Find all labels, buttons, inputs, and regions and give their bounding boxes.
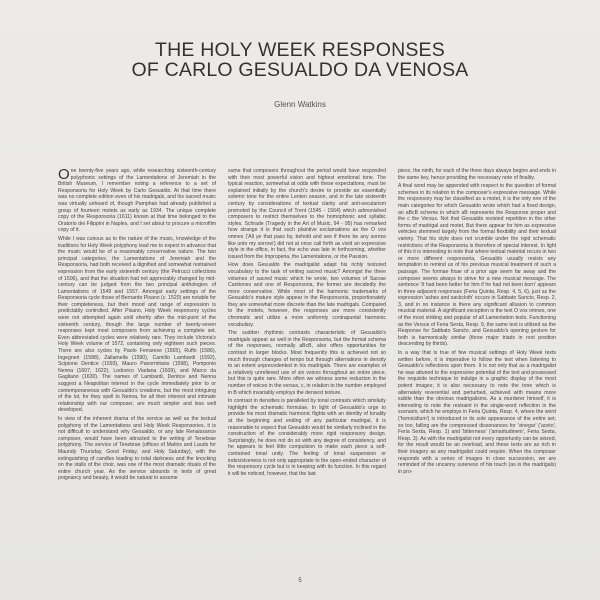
text-columns [58,168,556,568]
text-column-3 [398,168,556,568]
paragraph [58,168,216,234]
paragraph-text: ne twenty-five years ago, while researching sixteenth-century polyphonic settings of the Lamentations of Jeremiah in the British Museum, I remember noting a reference to a set of Responsoria for Holy Week by Carlo Gesualdo. At that time there was no complete edition even of his madrigals, and his sacred music was virtually unheard of, though Pamphan had already published a group of fourteen motets as early as 1934. The unique complete copy of the Responsoria (1611) known at that time belonged to the Oratorio dei Filippini in Naples, and I set about to procure a microfilm copy of it. [58,168,216,234]
title-line-1: THE HOLY WEEK RESPONSES [155,39,445,61]
paragraph: The sudden rhythmic contrasts characteristic of Gesualdo's madrigals appear as well in the Responsoria, but the formal schema of the responses, normally aBcB, also offers opportunities for contrast in larger blocks. Most frequently this is achieved not so much through changes of tempo but through alternations in density to an extent unprecedented in his madrigals. There are examples of a relatively unrelieved use of six voices throughout an entire piece, but this is quite rare. More often we witness some reduction in the number of voices in the versus, c, in relation to the number employed in B which invariably employs the densest texture. [228,330,386,396]
text-column-2 [228,168,386,568]
paragraph: In contrast in densities is paralleled by tonal contrasts which similarly highlight the schematic formulae. In light of Gesualdo's urge to provide his most dramatic harmonic flights with an identity of tonality at the beginning and ending of any particular madrigal, it is reasonable to expect that Gesualdo would be similarly inclined in the construction of the considerably more rigid responsory design. Surprisingly, he does not do so with any degree of consistency, and he appears to feel little compulsion to make each piece a self-contained tonal unity. The feeling of tonal suspension or indecisiveness is not only appropriate to the open-ended character of the responsory cycle but is in keeping with its function. In this regard it will be noticed, however, that the last [228,398,386,477]
paragraph: piece, the ninth, for each of the three days always begins and ends in the same key, hence providing the necessary note of finality. [398,168,556,181]
paragraph: A final word may be appended with respect to the question of formal schemes in its relation to the composer's expressive message. While the responsory may be classified as a motet, it is the only one of the main categories for which Gesualdo wrote which had a fixed design, an aBcB scheme in which aB represents the Response proper and the c the Versus. Not that Gesualdo resisted repetition in the other forms of madrigal and motet. But there appear for him as expressive vehicles stemmed largely from the formal flexibility and their textual variety. That his style does not crumble under the rigid schematic restrictions of the Responsoria is therefore of special interest. In light of this it is interesting to note that where textual material recurs in two or more different responsoria, Gesualdo usually resists any temptation to remind us of his previous musical treatment of such a passage. The formae fixae of a prior age seem far away and the composer seems always to strive for a new musical message. The sentence 'It had been better for him if he had not been born' appears in three adjacent responses (Feria Quinta, Resp. 4, 5, 6), just as the expression 'ashes and sackcloth' occurs in Sabbato Sancto, Resp. 2, 3, and in no instance is there any significant allusion to common musical material. A significant exception is the text O vos omnes, one of the most striking and popular of all Lamentation texts. Functioning as the Versus of Feria Sexta, Resp. 9, the same text is utilized as the Response for Sabbato Sancto, and Gesualdo's opening gesture for both is harmonically similar (three major triads in root position descending by thirds). [398,183,556,348]
page-number: 5 [298,578,302,584]
title-line-2: OF CARLO GESUALDO DA VENOSA [131,59,469,81]
author-name: Glenn Watkins [274,100,326,109]
paragraph: sume that composers throughout the period would have responded with their most powerful vision and highest emotional tone. The typical reaction, somewhat at odds with these expectations, must be explained initially by the church's desire to provide an essentially solemn tone for the entire Lenten season, and in the late sixteenth century by considerations of textual clarity and anti-secularism promoted by the Council of Trent (1545 - 1564) which admonished composers to restrict themselves to the homophonic and syllabic styles. Schrade (Tragedy in the Art of Music, 94 - 95) has remarked how strange it is that such plaintive exclamations as the O vos omnes ('All ye that pass by, behold and see if there be any sorrow like unto my sorrow') did not at once call forth as vivid an expressive style in the office, in fact, the echo was late in forthcoming, whether issued from the Improperia, the Lamentations, or the Passion. [228,168,386,260]
drop-cap: O [58,168,70,183]
paragraph: How does Gesualdo the madrigalist adapt his richly textured vocabulary to the task of writing sacred music? Amongst the three volumes of sacred music which he wrote, two volumes of Sacrae Cantiones and one of Responsoria, the former are decidedly the more conservative. While most of the harmonic trademarks of Gesualdo's mature style appear in the Responsoria, proportionately they are somewhat more discrete than the late madrigals. Compared to the motets, however, the responses are more consistently chromatic and utilize a more uniformly contrapuntal harmonic vocabulary. [228,262,386,328]
paragraph: In a way that is true of few musical settings of Holy Week texts written before, it is imperative to follow the text when listening to Gesualdo's reflections upon them. It is not only that as a madrigalist he was attuned to the expressive potential of the text and possessed the requisite technique to indulge in a graphic display of the most potent images; it is also necessary to note the tone which is alternately reverential and perturbed, achieved with means more subtle than the obvious madrigalisms. As a murderer himself, it is interesting to note the restraint in the single-word reflection in the scenario, which he employs in Feria Quinta, Resp. 4, where the word ('homicidium') is introduced in its sole appearance of the entire set; so too, falling are the compressed dissonances for 'vinegar' ('aceto', Feria Sexta, Resp. 1) and 'bitterness' ('amaritudinem', Feria Sexta, Resp. 3). As with the madrigalist not every opportunity can be seized, for the result would be an overload, and these texts are as rich in their imagery as any madrigalist could require. When the composer responds with a series of images in close succession, we are reminded of the uncanny sureness of his touch (as in the madrigals) in pro- [398,350,556,475]
page-title [0,40,600,80]
paragraph: While I was curious as to the nature of the music, knowledge of the traditions for Holy Week polyphony lead me to expect in advance that the music would be of a reasonably conservative nature. The two principal categories, the Lamentations of Jeremiah and the Responsoria, had both received a dignified and somewhat restrained expression from the early sixteenth century (the Petrucci collections of 1506), and that the situation had not appreciably changed by mid-century can be judged from the two principal anthologies of Lamentations of 1549 and 1557. Amongst early settings of the Responsoria cycle those of Bernardo Pisano (c. 1520) are notable for their completeness, but their mood and range of expression is predictably controlled. After Pisano, Holy Week responsory cycles were not attempted again until shortly after the mid-point of the sixteenth century, though the large number of twenty-seven responses kept most composers from achieving a complete set. Even abbreviated cycles were relatively rare. They include Victoria's Holy Week volume of 1572, containing only eighteen such pieces. There are also cycles by Paolo Ferrarese (1565), Ruffo (1586), Ingegneri (1588), Zallamella (1590), Camillo Lambardi (1592), Scipione Dentice (1593), Mauro Panormitano (1598), Pomponio Nenna (1607, 1622), Lodovico Viadana (1609), and Marco da Gagliano (1630). The names of Lambardi, Dentice and Nenna suggest a Neapolitan interest in the cycle immediately prior to or contemporaneous with Gesualdo's creations, but the most intriguing of the lot, for they spell to Nenna, for all their interest and intimate relationship with our composer, are much simpler and less well developed. [58,235,216,414]
paragraph: In view of the inherent drama of the service as well as the textual polyphony of the Lamentations and Holy Week Responsories, it is not difficult to understand why Gesualdo, or any late Renaissance composer, would have been attracted to the writing of Tenebrae polyphony. The service of Tenebrae (offices of Matins and Lauds for Maundy Thursday, Good Friday, and Holy Saturday), with the extinguishing of candles leading to total darkness and the knocking on the stalls of the choir, was one of the most dramatic rituals of the entire church year. As the service abounds in texts of great poignancy and beauty, it would be natural to assume [58,415,216,482]
text-column-1 [58,168,216,568]
